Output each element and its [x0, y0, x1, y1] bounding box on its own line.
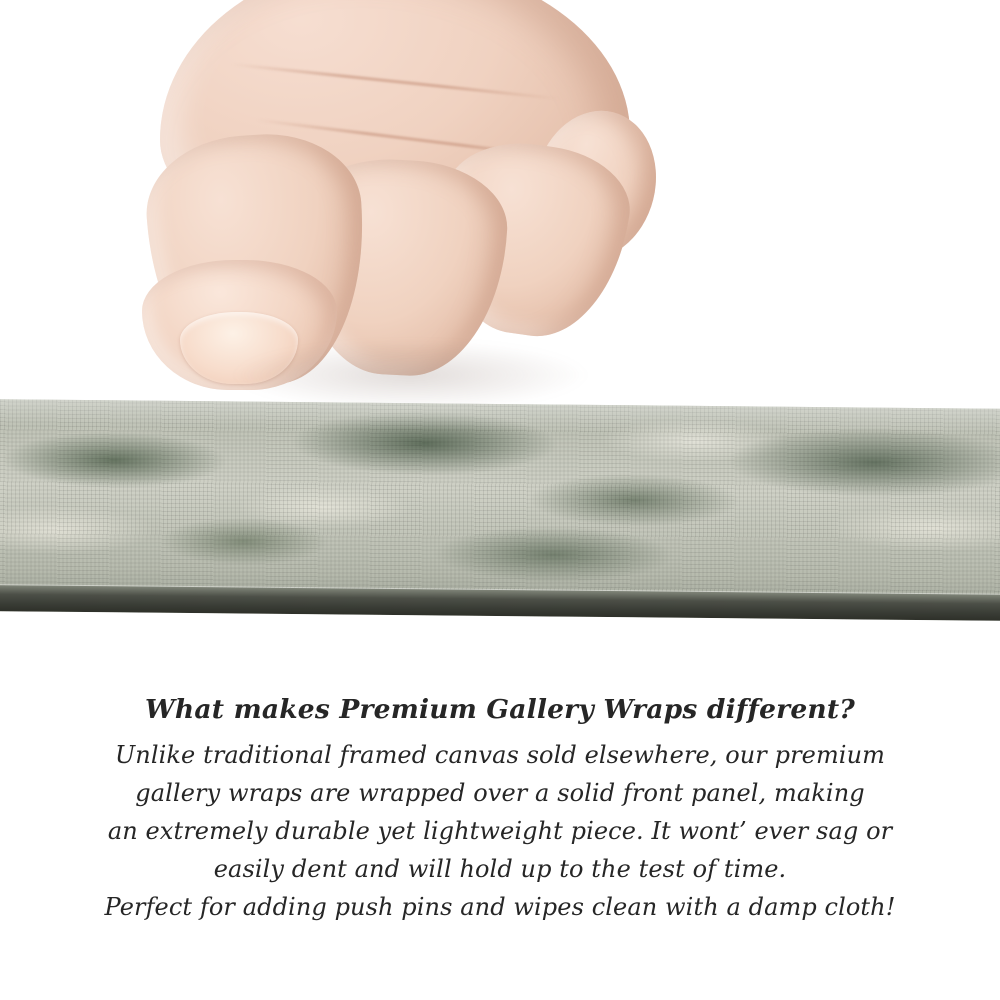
- knuckle-crease-icon: [231, 63, 560, 100]
- hand-illustration: [120, 0, 640, 430]
- caption-line-2: gallery wraps are wrapped over a solid front panel, making: [135, 779, 865, 807]
- hand-shadow: [230, 340, 590, 410]
- caption-line-1: Unlike traditional framed canvas sold elsewhere, our premium: [114, 741, 885, 769]
- caption-block: [0, 690, 1000, 926]
- caption-line-5: Perfect for adding push pins and wipes clean with a damp cloth!: [104, 893, 896, 921]
- caption-line-4: easily dent and will hold up to the test of time.: [213, 855, 787, 883]
- caption-heading: What makes Premium Gallery Wraps different?: [144, 694, 856, 725]
- canvas-wrap-edge: [0, 399, 1000, 621]
- caption-line-3: an extremely durable yet lightweight piece. It wont’ ever sag or: [107, 817, 893, 845]
